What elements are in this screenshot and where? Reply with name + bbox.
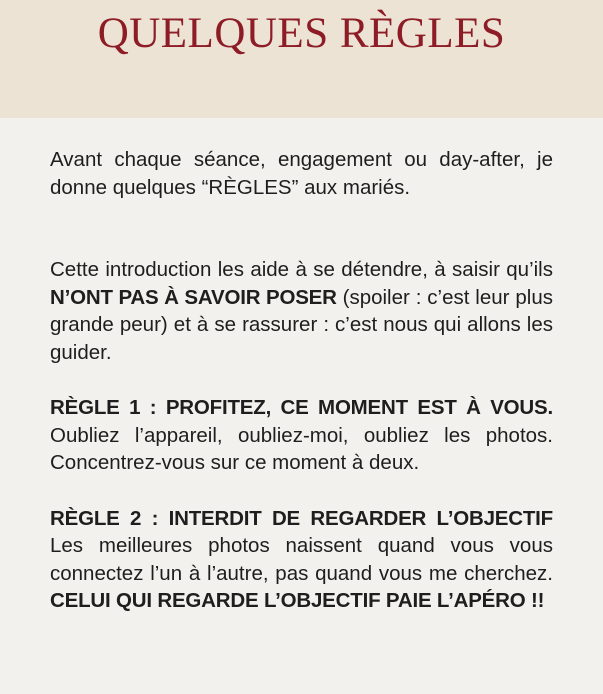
intro-paragraph: Avant chaque séance, engagement ou day-after, je donne quelques “RÈGLES” aux mariés. — [50, 148, 553, 199]
intro-detail-emphasis: N’ONT PAS À SAVOIR POSER — [50, 285, 337, 309]
page-title: QUELQUES RÈGLES — [97, 10, 506, 57]
rule-2-heading: RÈGLE 2 : INTERDIT DE REGARDER L’OBJECTIF — [50, 506, 553, 530]
intro-detail-paragraph — [50, 256, 553, 366]
intro-detail-text-end: (spoiler : c’est leur plus grande peur) et à se rassurer : c’est nous qui allons les guider. — [50, 285, 553, 364]
rule-2-paragraph — [50, 505, 553, 615]
rule-1-heading: RÈGLE 1 : PROFITEZ, CE MOMENT EST À VOUS. — [50, 396, 553, 419]
rules-content — [0, 118, 603, 615]
rule-2-body: Les meilleures photos naissent quand vous vous connectez l’un à l’autre, pas quand vous me cherchez. — [50, 534, 553, 585]
rule-1-body: Oubliez l’appareil, oubliez-moi, oubliez les photos. Concentrez-vous sur ce moment à deux. — [50, 423, 553, 474]
rule-2-emphasis: CELUI QUI REGARDE L’OBJECTIF PAIE L’APÉRO !! — [50, 589, 545, 612]
rule-1-paragraph — [50, 394, 553, 477]
intro-detail-text: Cette introduction les aide à se détendre, à saisir qu’ils — [50, 258, 553, 281]
page-header — [0, 0, 603, 118]
